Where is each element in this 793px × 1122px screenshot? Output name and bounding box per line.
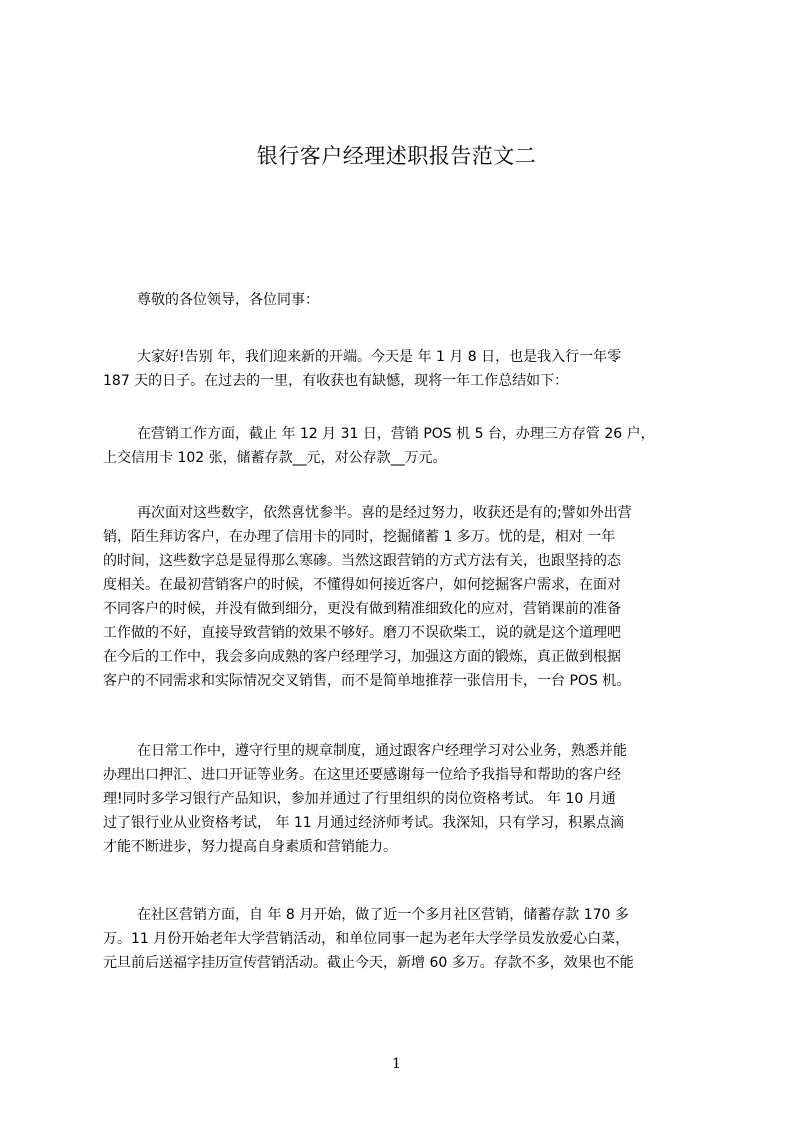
paragraph-line: 187 天的日子。在过去的一里，有收获也有缺憾，现将一年工作总结如下： (103, 373, 569, 389)
paragraph-daily-work (103, 739, 699, 859)
paragraph-line: 客户的不同需求和实际情况交叉销售，而不是简单地推荐一张信用卡，一台 POS 机。 (103, 673, 631, 689)
paragraph-line: 过了银行业从业资格考试， 年 11 月通过经济师考试。我深知，只有学习，积累点滴 (103, 815, 625, 831)
paragraph-line: 工作做的不好，直接导致营销的效果不够好。磨刀不误砍柴工，说的就是这个道理吧 (103, 625, 621, 641)
paragraph-community-marketing (103, 903, 699, 975)
paragraph-line: 大家好!告别 年，我们迎来新的开端。今天是 年 1 月 8 日，也是我入行一年零 (137, 349, 622, 365)
document-title: 银行客户经理述职报告范文二 (256, 144, 537, 168)
paragraph-line: 销，陌生拜访客户，在办理了信用卡的同时，挖掘储蓄 1 多万。忧的是，相对 一年 (103, 529, 616, 545)
paragraph-line: 万。11 月份开始老年大学营销活动，和单位同事一起为老年大学学员发放爱心白菜， (103, 931, 630, 947)
paragraph-line: 在社区营销方面，自 年 8 月开始，做了近一个多月社区营销，储蓄存款 170 多 (137, 907, 629, 923)
paragraph-greeting (103, 345, 699, 393)
page-number: 1 (392, 1056, 401, 1072)
paragraph-line: 办理出口押汇、进口开证等业务。在这里还要感谢每一位给予我指导和帮助的客户经 (103, 767, 621, 783)
paragraph-line: 在营销工作方面，截止 年 12 月 31 日，营销 POS 机 5 台，办理三方存管 26 户， (137, 426, 655, 442)
paragraph-line: 元旦前后送福字挂历宣传营销活动。截止今天，新增 60 多万。存款不多，效果也不能 (103, 955, 634, 971)
salutation: 尊敬的各位领导，各位同事： (137, 292, 319, 308)
paragraph-line: 的时间，这些数字总是显得那么寒碜。当然这跟营销的方式方法有关，也跟坚持的态 (103, 553, 621, 569)
paragraph-line: 上交信用卡 102 张，储蓄存款__元，对公存款__万元。 (103, 450, 447, 466)
paragraph-line: 再次面对这些数字，依然喜忧参半。喜的是经过努力，收获还是有的;譬如外出营 (137, 505, 632, 521)
paragraph-line: 才能不断进步，努力提高自身素质和营销能力。 (103, 839, 397, 855)
paragraph-line: 在今后的工作中，我会多向成熟的客户经理学习，加强这方面的锻炼，真正做到根据 (103, 649, 621, 665)
paragraph-line: 在日常工作中，遵守行里的规章制度，通过跟客户经理学习对公业务，熟悉并能 (137, 743, 627, 759)
paragraph-marketing-results (103, 422, 699, 470)
paragraph-line: 不同客户的时候，并没有做到细分，更没有做到精准细致化的应对，营销课前的准备 (103, 601, 621, 617)
paragraph-line: 理!同时多学习银行产品知识，参加并通过了行里组织的岗位资格考试。 年 10 月通 (103, 791, 616, 807)
paragraph-reflection (103, 501, 699, 693)
paragraph-line: 度相关。在最初营销客户的时候，不懂得如何接近客户，如何挖掘客户需求，在面对 (103, 577, 621, 593)
